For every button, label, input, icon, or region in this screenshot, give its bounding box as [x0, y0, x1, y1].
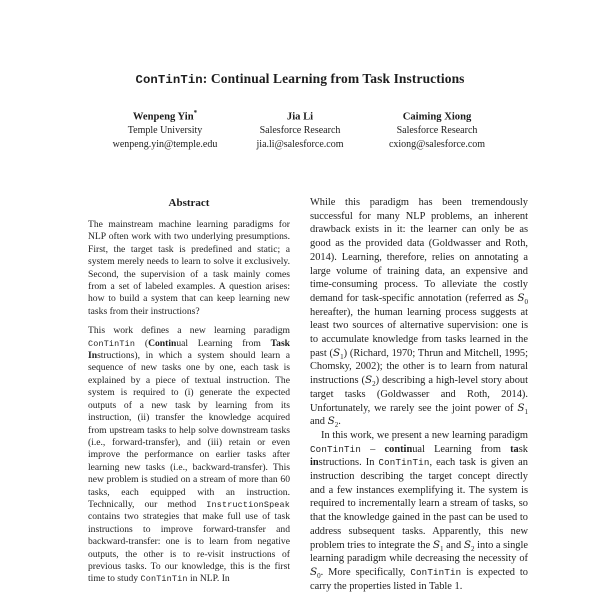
author-email: cxiong@salesforce.com: [388, 138, 486, 150]
left-column: [82, 197, 296, 586]
author-name: Caiming Xiong: [402, 111, 472, 123]
right-column: [310, 196, 528, 593]
paragraph: This work defines a new learning paradigm ConTinTin (Continual Learning from Task Instructions), in which a system should learn a sequence of new tasks one by one, each task is explained by a piece of textual instruction. The system is required to (i) generate the expected outputs of a new task by learning from its instruction, (ii) transfer the knowledge acquired from upstream tasks to help solve downstream tasks (i.e., forward-transfer), and (iii) retain or even improve the performance on earlier tasks after learning new tasks (i.e., backward-transfer). This new problem is studied on a stream of more than 60 tasks, each equipped with an instruction. Technically, our method InstructionSpeak contains two strategies that make full use of task instructions to improve forward-transfer and backward-transfer: one is to learn from negative outputs, the other is to re-visit instructions of previous tasks. To our knowledge, this is the first time to study ConTinTin in NLP. In: [88, 325, 291, 585]
paper-title: [0, 71, 600, 87]
author-email: jia.li@salesforce.com: [256, 138, 344, 150]
paper-title-system-name: ConTinTin: [135, 73, 203, 87]
author-block: [347, 107, 527, 151]
paragraph: The mainstream machine learning paradigms for NLP often work with two underlying presumptions. First, the target task is predefined and static; a system merely needs to learn to solve it exclusively. Second, the supervision of a task mainly comes from a set of labeled examples. A question arises: how to build a system that can keep learning new tasks from their instructions?: [88, 219, 290, 317]
author-email: wenpeng.yin@temple.edu: [112, 138, 218, 150]
author-name: Wenpeng Yin*: [132, 109, 198, 123]
author-name: Jia Li: [286, 111, 314, 123]
paragraph: While this paradigm has been tremendously successful for many NLP problems, an inherent drawback exists in it: the learner can only be as good as the provided data (Goldwasser and Roth, 2014). Learning, therefore, relies on annotating a large volume of training data, an expensive and time-consuming process. To alleviate the costly demand for task-specific annotation (referred as $S_0$ hereafter), the human learning process suggests at least two sources of alternative supervision: one is to accumulate knowledge from tasks learned in the past $(S_1)$ (Richard, 1970; Thrun and Mitchell, 1995; Chomsky, 2002); the other is to learn from natural instructions $(S_2)$ describing a high-level story about target tasks (Goldwasser and Roth, 2014). Unfortunately, we rarely see the joint power of $S_1$ and $S_2$.: [310, 197, 529, 430]
author-affiliation: Salesforce Research: [259, 125, 341, 137]
author-affiliation: Temple University: [127, 125, 203, 137]
abstract-heading: Abstract: [168, 197, 210, 209]
author-affiliation: Salesforce Research: [396, 125, 478, 137]
paper-title-rest: : Continual Learning from Task Instructions: [202, 71, 465, 86]
abstract-body: [82, 219, 296, 586]
paragraph: In this work, we present a new learning paradigm ConTinTin – continual Learning from task instructions. In ConTinTin, each task is given an instruction describing the target concept directly and a few instances exemplifying it. The system is required to incrementally learn a stream of tasks, so that the knowledge gained in the past can be used to address subsequent tasks. Apparently, this new problem tries to integrate the $S_1$ and $S_2$ into a single learning paradigm while decreasing the necessity of $S_0$. More specifically, ConTinTin is expected to carry the properties listed in Table 1.: [310, 429, 528, 592]
author-footnote-marker: *: [193, 109, 198, 117]
